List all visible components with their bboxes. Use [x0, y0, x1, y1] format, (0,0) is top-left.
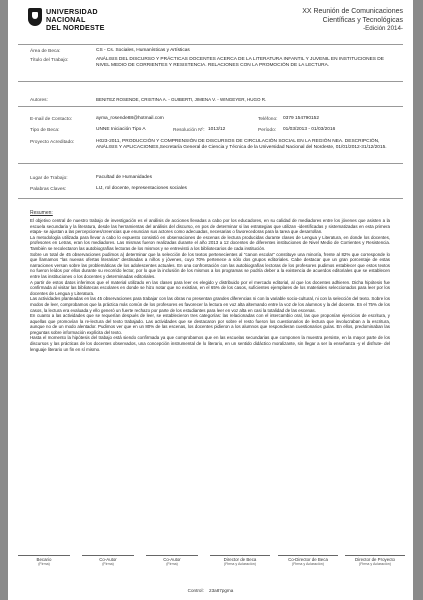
resumen-paragraph: Las actividades planteadas en las 45 observaciones para trabajar con las obras no presentan grandes diferencias ni con la variable socio-cultural, ni con la selección del texto. Sobre los modos de leer, comprobamos que la práctica más común de los profesores es favorecer la lectura en voz alta alternando entre la voz de los alumnos y la del docente. En el 75% de los casos, la lectura era evaluada y ello generó un fuerte rechazo por parte de los estudiantes para leer en voz alta en casi la totalidad de las escenas.	[30, 296, 390, 313]
control-label: Control:	[187, 588, 204, 593]
proyecto-value: H023-2011, PRODUCCIÓN Y COMPRENSIÓN DE DISCURSOS DE CIRCULACIÓN SOCIAL EN LA REGIÓN NEA. DESCRIPCIÓN, ANÁLISIS Y APLICACIONES,Secretaría General de Ciencia y Técnica de la Universidad Nacional del Nordeste, 01/01/2012-31/12/2015.	[96, 139, 387, 151]
signature-role: Co-Autor	[99, 557, 117, 562]
email-label: E-mail de Contacto:	[30, 117, 73, 122]
event-edition: -Edición 2014-	[363, 25, 403, 32]
signature-role: Director de Proyecto	[354, 557, 396, 562]
proyecto-label: Proyecto Acreditado:	[30, 140, 75, 145]
document-page	[8, 0, 413, 600]
control-value: 23a87pgma	[209, 588, 234, 593]
autores-label: Autores:	[30, 98, 48, 103]
signature-note: (Firma)	[102, 562, 114, 566]
signature-codirector-beca	[278, 555, 338, 567]
periodo-value: 01/03/2013 - 01/03/2016	[283, 127, 336, 132]
signature-coautor-1	[82, 555, 134, 567]
signature-note: (Firma y Aclaración)	[292, 562, 324, 566]
event-title	[302, 8, 403, 34]
signature-note: (Firma y Aclaración)	[359, 562, 391, 566]
event-line-1: XX Reunión de Comunicaciones	[302, 8, 403, 15]
divider-3	[18, 163, 403, 164]
signature-role: Co-Director de Beca	[288, 557, 328, 562]
logo-line-1: UNIVERSIDAD	[46, 7, 98, 16]
logo-line-3: DEL NORDESTE	[46, 23, 105, 32]
signature-note: (Firma y Aclaración)	[224, 562, 256, 566]
divider-2	[18, 106, 403, 107]
signature-note: (Firma)	[38, 562, 50, 566]
titulo-label: Título del Trabajo:	[30, 58, 69, 63]
divider-1	[18, 81, 403, 82]
signature-line	[146, 555, 198, 556]
signature-role: Co-Autor	[163, 557, 181, 562]
signature-director-beca	[210, 555, 270, 567]
lugar-label: Lugar de Trabajo:	[30, 176, 68, 181]
titulo-value: ANÁLISIS DEL DISCURSO Y PRÁCTICAS DOCENTES ACERCA DE LA LITERATURA INFANTIL Y JUVENIL EN INSTITUCIONES DE NIVEL MEDIO DE CORRIENTES Y RESISTENCIA. RELACIONES CON LA PROMOCIÓN DE LA LECTURA.	[96, 57, 384, 69]
signature-director-proyecto	[345, 555, 405, 567]
resumen-title: Resumen:	[30, 210, 53, 216]
resumen-paragraph: La metodología utilizada para llevar a cabo lo expuesto consistió en observaciones de escenas de lectura producidas durante clases de Lengua y Literatura, en donde los docentes, profesores en Letras, eran los mediadores. Las mismas fueron realizadas durante el año 2013 a 12 docentes de diferentes instituciones de Nivel Medio de Corrientes y Resistencia. También se recolectaron las autobiografías lectoras de los mismos y se entrevistó a los bibliotecarios de cada institución.	[30, 234, 390, 251]
resumen-paragraph: El objetivo central de nuestro trabajo de investigación es el análisis de acciones llevadas a cabo por los educadores, en su calidad de mediadores entre los jóvenes que asisten a la escuela secundaria y la literatura, desde las herramientas del análisis del discurso, en pos de determinar si las estrategias que utilizan -identificadas y sistematizadas en esta primera etapa- se ajustan a las percepciones/creencias que enuncian sus actores como adecuadas, necesarias o favorecedoras para la tarea que desarrollan.	[30, 218, 390, 235]
area-value: CS - Cs. Sociales, Humanísticas y Artísticas	[96, 48, 190, 53]
document-header	[8, 0, 413, 44]
signature-line	[82, 555, 134, 556]
resolucion-label: Resolución Nº:	[173, 128, 205, 133]
resumen-paragraph: A partir de estos datos inferimos que el material utilizado en las clases para leer es elegido y distribuido por el mercado editorial, al que los docentes adhieren. Dicha hipótesis fue confirmada al visitar las bibliotecas escolares en donde se hizo notar que no existían, en el 65% de los casos, suficientes ejemplares de los materiales seleccionados para leer por los docentes de Lengua y Literatura.	[30, 279, 390, 296]
lugar-value: Facultad de Humanidades	[96, 175, 152, 180]
area-label: Área de Beca:	[30, 49, 61, 54]
signature-role: Director de Beca	[223, 557, 257, 562]
resumen-paragraph: Sobre un total de 45 observaciones pudimos a) determinar que la selección de los textos pertenecientes al "canon escolar" constituye una minoría, frente al 82% que corresponde lo que llamamos "las nuevas ofertas literarias" destinadas a niños y jóvenes, cuyo 70% pertenece a sólo dos grupos editoriales. Cabe destacar que un gran porcentaje de estas narraciones versan sobre las problemáticas de los adolescentes actuales. En una confrontación con las autobiografías lectoras de los profesores pudimos establecer que estos textos no fueron leídos por ellos durante su recorrido lector, por lo que la inclusión de los mismos a los programas se podría deber a la existencia de acuerdos editoriales que se establecen entre las instituciones o los docentes y determinadas editoriales.	[30, 251, 390, 279]
signature-line	[210, 555, 270, 556]
resumen-paragraph: En cuanto a las actividades que se requerían después de leer, se establecieron tres categorías: las relacionadas con el intercambio oral, las que proponían ejercicios de escritura, y aquellas que promovían la re-lectura del texto trabajado. Las actividades que se destacaron por sobre el resto fueron los cuestionarios de lectura que involucraban a la escritura, aunque no de un modo alentador. Pudimos ver que en un 80% de las escenas, los docentes pidieron a los alumnos que respondieran cuestionarios guías. En ellos, predominaban las preguntas sobre información explícita del texto.	[30, 313, 390, 335]
signature-line	[18, 555, 70, 556]
palabras-value: LIJ, rol docente, representaciones sociales	[96, 186, 187, 191]
email-value: ayma_rosende88@hotmail.com	[96, 116, 164, 121]
signature-line	[278, 555, 338, 556]
telefono-value: 0379 154790152	[283, 116, 320, 121]
signature-coautor-2	[146, 555, 198, 567]
signature-becario	[18, 555, 70, 567]
logo-line-2: NACIONAL	[46, 15, 86, 24]
signature-note: (Firma)	[166, 562, 178, 566]
signature-line	[345, 555, 405, 556]
telefono-label: Teléfono:	[258, 117, 278, 122]
resumen-paragraph: Hasta el momento la hipótesis del trabajo está siendo confirmada ya que comprobamos que en las escuelas secundarias que componen la muestra persiste, en la mayor parte de los discursos y las prácticas de los docentes observados, una concepción instrumental de lo literario, en un sentido didáctico moralizante, sin llegar a ser la enseñanza -y el disfrute- del lenguaje literario un fin en sí mismo.	[30, 335, 390, 352]
divider-4	[18, 198, 403, 199]
tipo-value: UNNE Iniciación Tipo A	[96, 127, 146, 132]
university-logo-icon	[28, 8, 42, 26]
periodo-label: Período:	[258, 128, 277, 133]
tipo-label: Tipo de Beca:	[30, 128, 60, 133]
control-footer	[8, 588, 413, 593]
resumen-body	[30, 218, 390, 352]
autores-value: BENITEZ ROSENDE, CRISTINA A. - GUIBERTI, JIMENA V. - WINGEYER, HUGO R.	[96, 97, 267, 102]
university-name	[46, 8, 105, 32]
signature-role: Becario	[36, 557, 52, 562]
palabras-label: Palabras Claves:	[30, 187, 67, 192]
event-line-2: Científicas y Tecnológicas	[322, 16, 403, 24]
header-divider	[18, 44, 403, 45]
resolucion-value: 1013/12	[208, 127, 226, 132]
